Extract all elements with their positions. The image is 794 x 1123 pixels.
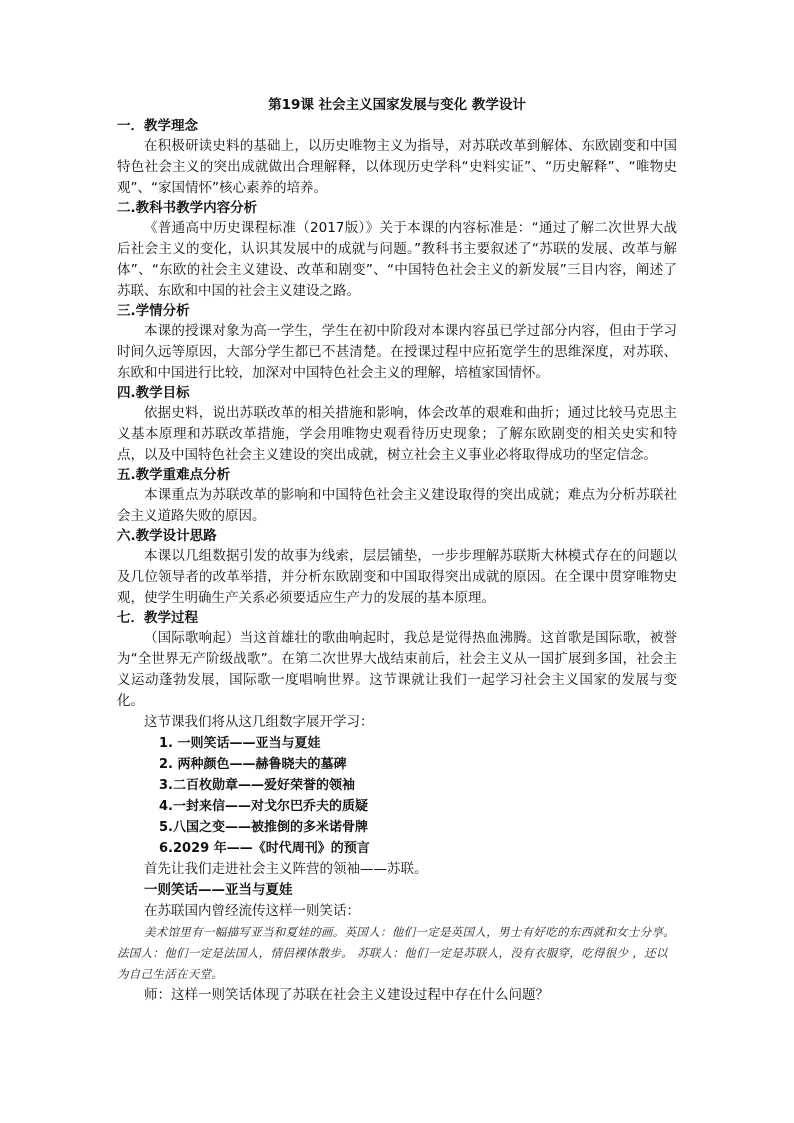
section-heading-student-analysis: 三.学情分析: [117, 303, 190, 319]
list-item: 3.二百枚勋章——爱好荣誉的领袖: [159, 778, 355, 793]
section-paragraph: 《普通高中历史课程标准（2017版）》关于本课的内容标准是：“通过了解二次世界大战后社会主义的变化，认识其发展中的成就与问题。”教科书主要叙述了“苏联的发展、改革与解体”、“东欧的社会主义建设、改革和剧变”、“中国特色社会主义的新发展”三目内容，阐述了苏联、东欧和中国的社会主义建设之路。: [117, 220, 677, 299]
list-item: 4.一封来信——对戈尔巴乔夫的质疑: [159, 799, 368, 814]
section-heading-philosophy: 一．教学理念: [117, 118, 198, 134]
joke-quote: 美术馆里有一幅描写亚当和夏娃的画。英国人：他们一定是英国人，男士有好吃的东西就和女士分享。 法国人：他们一定是法国人，情侣裸体散步。 苏联人：他们一定是苏联人，没有衣服穿，吃得很少 ，还以为自己生活在天堂。: [117, 925, 675, 981]
section-heading-key-points: 五.教学重难点分析: [117, 467, 231, 483]
list-item: 1. 一则笑话——亚当与夏娃: [159, 736, 321, 751]
joke-intro: 在苏联国内曾经流传这样一则笑话：: [144, 903, 360, 919]
section-paragraph: （国际歌响起）当这首雄壮的歌曲响起时，我总是觉得热血沸腾。这首歌是国际歌，被誉为“全世界无产阶级战歌”。在第二次世界大战结束前后，社会主义从一国扩展到多国，社会主义运动蓬勃发展，国际歌一度唱响世界。这节课就让我们一起学习社会主义国家的发展与变化。: [117, 630, 677, 709]
teacher-question: 师：这样一则笑话体现了苏联在社会主义建设过程中存在什么问题？: [144, 987, 549, 1003]
subsection-heading: 一则笑话——亚当与夏娃: [144, 882, 293, 898]
list-item: 5.八国之变——被推倒的多米诺骨牌: [159, 820, 368, 835]
document-title: 第19课 社会主义国家发展与变化 教学设计: [268, 97, 526, 113]
section-paragraph: 本课的授课对象为高一学生，学生在初中阶段对本课内容虽已学过部分内容，但由于学习时间久远等原因，大部分学生都已不甚清楚。在授课过程中应拓宽学生的思维深度，对苏联、东欧和中国进行比较，加深对中国特色社会主义的理解，培植家国情怀。: [117, 323, 677, 381]
section-paragraph: 依据史料，说出苏联改革的相关措施和影响，体会改革的艰难和曲折；通过比较马克思主义基本原理和苏联改革措施，学会用唯物史观看待历史现象；了解东欧剧变的相关史实和特点，以及中国特色社会主义建设的突出成就，树立社会主义事业必将取得成功的坚定信念。: [117, 405, 677, 463]
transition-paragraph: 首先让我们走进社会主义阵营的领袖——苏联。: [144, 861, 428, 877]
section-heading-design-ideas: 六.教学设计思路: [117, 528, 217, 544]
section-paragraph: 本课以几组数据引发的故事为线索，层层铺垫，一步步理解苏联斯大林模式存在的问题以及几位领导者的改革举措，并分析东欧剧变和中国取得突出成就的原因。在全课中贯穿唯物史观，使学生明确生产关系必须要适应生产力的发展的基本原理。: [117, 548, 677, 606]
section-paragraph: 在积极研读史料的基础上，以历史唯物主义为指导，对苏联改革到解体、东欧剧变和中国特色社会主义的突出成就做出合理解释，以体现历史学科“史料实证”、“历史解释”、“唯物史观”、“家国情怀”核心素养的培养。: [117, 138, 677, 196]
document-body: [117, 95, 677, 1006]
section-paragraph: 这节课我们将从这几组数字展开学习：: [144, 714, 374, 730]
list-item: 2. 两种颜色——赫鲁晓夫的墓碑: [159, 757, 347, 772]
section-heading-teaching-process: 七．教学过程: [117, 610, 198, 626]
section-heading-textbook-analysis: 二.教科书教学内容分析: [117, 200, 258, 216]
list-item: 6.2029 年——《时代周刊》的预言: [159, 841, 370, 856]
section-heading-objectives: 四.教学目标: [117, 385, 190, 401]
section-paragraph: 本课重点为苏联改革的影响和中国特色社会主义建设取得的突出成就；难点为分析苏联社会主义道路失败的原因。: [117, 487, 677, 524]
